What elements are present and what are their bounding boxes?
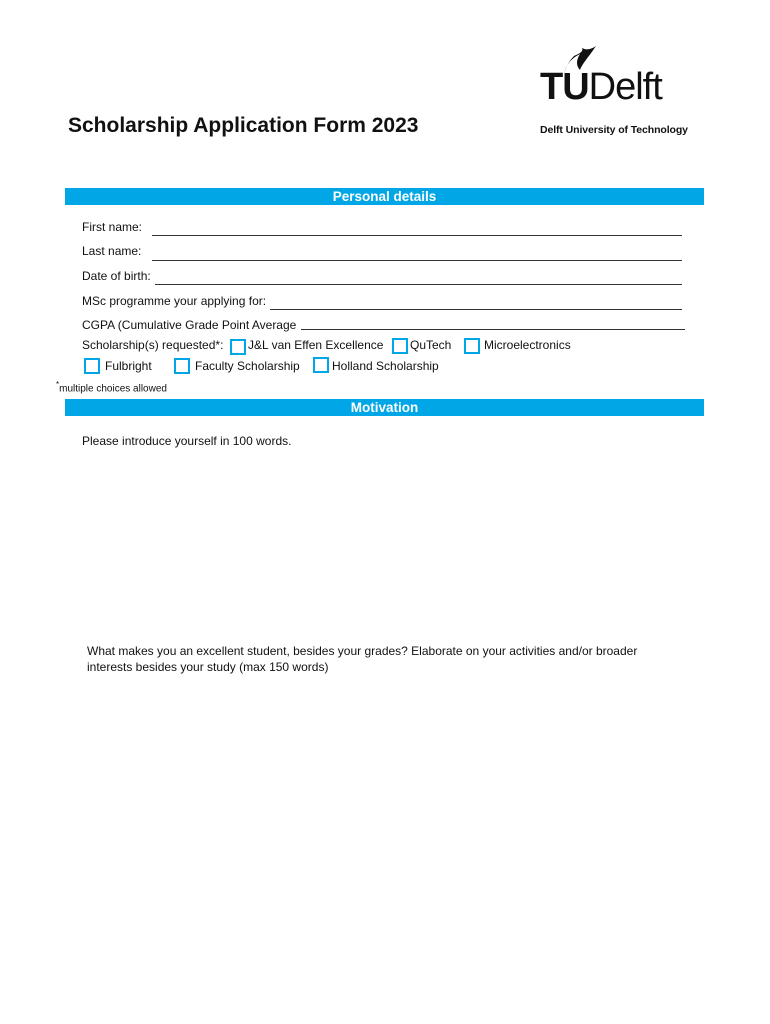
microelectronics-label: Microelectronics bbox=[484, 338, 571, 352]
multiple-choice-note bbox=[56, 380, 167, 394]
msc-programme-field[interactable] bbox=[270, 309, 682, 310]
fulbright-label: Fulbright bbox=[105, 359, 152, 373]
dob-label: Date of birth: bbox=[82, 269, 151, 283]
microelectronics-checkbox[interactable] bbox=[464, 338, 480, 354]
holland-scholarship-label: Holland Scholarship bbox=[332, 359, 439, 373]
last-name-label: Last name: bbox=[82, 244, 142, 258]
qutech-checkbox[interactable] bbox=[392, 338, 408, 354]
note-asterisk: * bbox=[56, 380, 60, 389]
personal-details-header: Personal details bbox=[65, 188, 704, 205]
dob-field[interactable] bbox=[155, 284, 682, 285]
faculty-scholarship-checkbox[interactable] bbox=[174, 358, 190, 374]
qutech-label: QuTech bbox=[410, 338, 452, 352]
first-name-field[interactable] bbox=[152, 235, 682, 236]
excellent-student-prompt-line2: interests besides your study (max 150 words) bbox=[87, 660, 329, 674]
first-name-label: First name: bbox=[82, 220, 143, 234]
logo-wordmark bbox=[540, 68, 662, 106]
motivation-header: Motivation bbox=[65, 399, 704, 416]
jl-van-effen-label: J&L van Effen Excellence bbox=[248, 338, 384, 352]
fulbright-checkbox[interactable] bbox=[84, 358, 100, 374]
excellent-student-prompt bbox=[87, 643, 637, 675]
scholarships-label: Scholarship(s) requested*: bbox=[82, 338, 224, 352]
logo-subtitle: Delft University of Technology bbox=[540, 124, 688, 136]
jl-van-effen-checkbox[interactable] bbox=[230, 339, 246, 355]
msc-programme-label: MSc programme your applying for: bbox=[82, 294, 267, 308]
excellent-student-answer-area[interactable] bbox=[87, 680, 687, 980]
note-text: multiple choices allowed bbox=[59, 383, 167, 395]
faculty-scholarship-label: Faculty Scholarship bbox=[195, 359, 300, 373]
last-name-field[interactable] bbox=[152, 260, 682, 261]
cgpa-field[interactable] bbox=[301, 329, 685, 330]
holland-scholarship-checkbox[interactable] bbox=[313, 357, 329, 373]
tu-delft-logo bbox=[540, 42, 704, 138]
excellent-student-prompt-line1: What makes you an excellent student, besides your grades? Elaborate on your activities and/or broader bbox=[87, 644, 638, 658]
introduce-yourself-answer-area[interactable] bbox=[82, 454, 682, 624]
cgpa-label: CGPA (Cumulative Grade Point Average bbox=[82, 318, 297, 332]
logo-tu: TU bbox=[540, 66, 589, 108]
logo-delft: Delft bbox=[588, 66, 662, 108]
introduce-yourself-prompt: Please introduce yourself in 100 words. bbox=[82, 434, 292, 448]
page-title: Scholarship Application Form 2023 bbox=[68, 114, 419, 137]
